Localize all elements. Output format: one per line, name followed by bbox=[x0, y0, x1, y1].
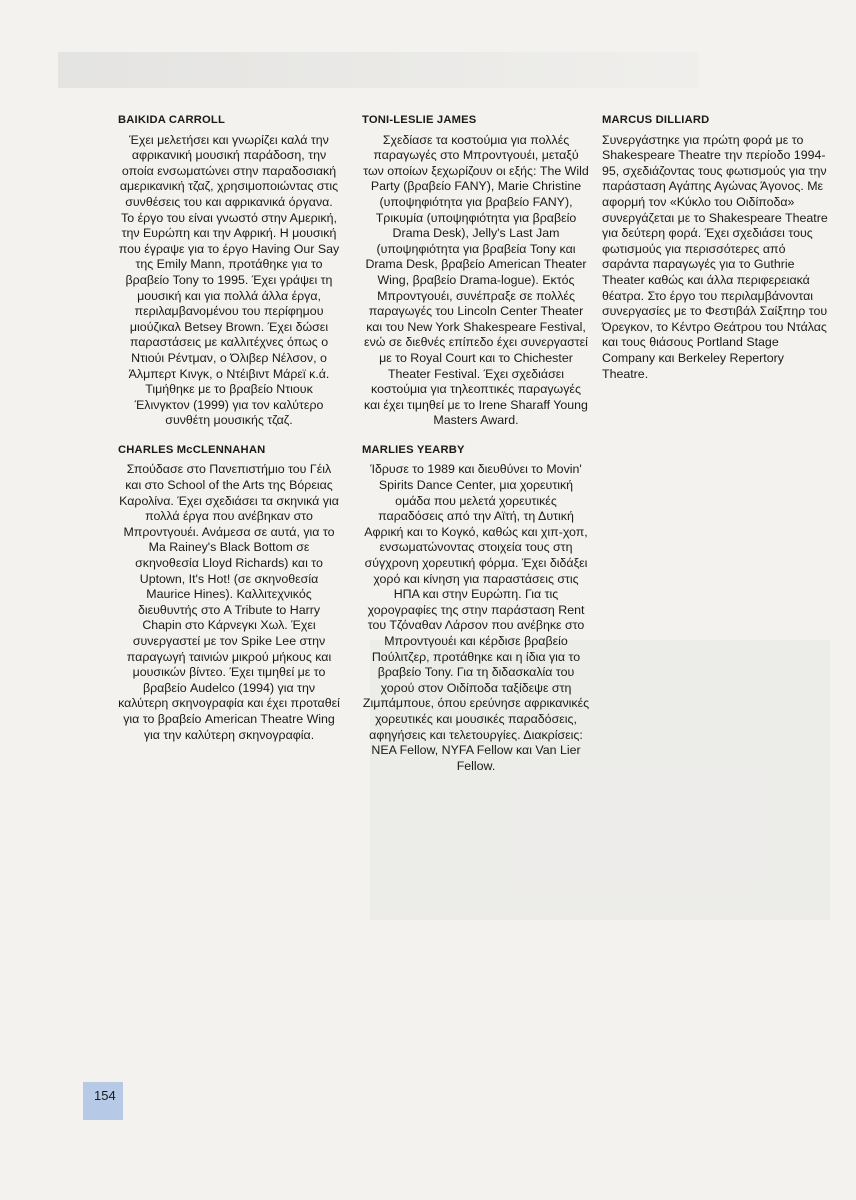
bio-text: Έχει μελετήσει και γνωρίζει καλά την αφρικανική μουσική παράδοση, την οποία ενσωματώνει στην παραδοσιακή αμερικανική τζαζ, χρησιμοποιώντας στις συνθέσεις του και αφρικανικά όργανα. Το έργο του είναι γνωστό στην Αμερική, την Ευρώπη και την Αφρική. Η μουσική που έγραψε για το έργο Having Our Say της Emily Mann, προτάθηκε για το βραβείο Tony το 1995. Έχει γράψει τη μουσική και για πολλά άλλα έργα, περιλαμβανομένου του περίφημου μιούζικαλ Betsey Brown. Έχει δώσει παραστάσεις με καλλιτέχνες όπως ο Ντιούι Ρέντμαν, ο Όλιβερ Νέλσον, ο Άλμπερτ Κινγκ, ο Ντέιβιντ Μάρεϊ κ.ά. Τιμήθηκε με το βραβείο Ντιουκ Έλινγκτον (1999) για τον καλύτερο συνθέτη μουσικής τζαζ. bbox=[118, 132, 340, 428]
page-number: 154 bbox=[94, 1088, 116, 1103]
bio-text: Συνεργάστηκε για πρώτη φορά με το Shakespeare Theatre την περίοδο 1994-95, σχεδιάζοντας τους φωτισμούς για την παράσταση Αγάπης Αγώνας Άγονος. Με αφορμή τον «Κύκλο του Οιδίποδα» συνεργάζεται με το Shakespeare Theatre για δεύτερη φορά. Έχει σχεδιάσει τους φωτισμούς για περισσότερες από σαράντα παραγωγές για το Guthrie Theater καθώς και άλλα περιφερειακά θέατρα. Στο έργο του περιλαμβάνονται συνεργασίες με το Φεστιβάλ Σαίξπηρ του Όρεγκον, το Κέντρο Θεάτρου του Ντάλας και τους θιάσους Portland Stage Company και Berkeley Repertory Theatre. bbox=[602, 132, 828, 381]
bio-toni-leslie-james bbox=[362, 113, 590, 429]
bio-name: CHARLES McCLENNAHAN bbox=[118, 443, 266, 456]
column-2 bbox=[362, 113, 590, 788]
bio-charles-mcclennahan bbox=[118, 443, 340, 743]
bio-text: Σπούδασε στο Πανεπιστήμιο του Γέιλ και στο School of the Arts της Βόρειας Καρολίνα. Έχει σχεδιάσει τα σκηνικά για πολλά έργα που ανέβηκαν στο Μπροντγουέι. Ανάμεσα σε αυτά, για το Ma Rainey's Black Bottom σε σκηνοθεσία Lloyd Richards) και το Uptown, It's Hot! (σε σκηνοθεσία Maurice Hines). Καλλιτεχνικός διευθυντής στο A Tribute to Harry Chapin στο Κάρνεγκι Χωλ. Έχει συνεργαστεί με τον Spike Lee στην παραγωγή ταινιών μικρού μήκους και μουσικών βίντεο. Έχει τιμηθεί με το βραβείο Audelco (1994) για την καλύτερη σκηνογραφία και έχει προταθεί για το βραβείο American Theatre Wing για την καλύτερη σκηνογραφία. bbox=[118, 462, 340, 742]
bio-name: TONI-LESLIE JAMES bbox=[362, 114, 477, 126]
column-3 bbox=[602, 113, 828, 396]
bio-text: Ίδρυσε το 1989 και διευθύνει το Movin' Spirits Dance Center, μια χορευτική ομάδα που μελετά χορευτικές παραδόσεις από την Αϊτή, τη Δυτική Αφρική και το Κογκό, καθώς και χιπ-χοπ, ενσωματώνοντας στοιχεία τους στη σύγχρονη χορευτική φόρμα. Έχει διδάξει χορό και κίνηση για παραστάσεις στις ΗΠΑ και στην Ευρώπη. Για τις χορογραφίες της στην παράσταση Rent του Τζόναθαν Λάρσον που ανέβηκε στο Μπροντγουέι και κέρδισε βραβείο Πούλιτζερ, προτάθηκε και η ίδια για το βραβείο Tony. Για τη διδασκαλία του χορού στον Οιδίποδα ταξίδεψε στη Ζιμπάμπουε, όπου ερεύνησε αφρικανικές χορευτικές και μουσικές παραδόσεις, αφηγήσεις και τελετουργίες. Διακρίσεις: NEA Fellow, NYFA Fellow και Van Lier Fellow. bbox=[362, 462, 590, 773]
bio-name: MARLIES YEARBY bbox=[362, 443, 465, 456]
bio-text: Σχεδίασε τα κοστούμια για πολλές παραγωγές στο Μπροντγουέι, μεταξύ των οποίων ξεχωρίζουν οι εξής: The Wild Party (βραβείο FANY), Marie Christine (υποψηφιότητα για βραβείο FANY), Τρικυμία (υποψηφιότητα για βραβείο Drama Desk), Jelly's Last Jam (υποψηφιότητα για βραβεία Tony και Drama Desk, βραβείο American Theater Wing, βραβείο Drama-logue). Εκτός Μπροντγουέι, συνέπραξε σε πολλές παραγωγές του Lincoln Center Theater και του New York Shakespeare Festival, ενώ σε διεθνές επίπεδο έχει συνεργαστεί με το Royal Court και το Chichester Theater Festival. Έχει σχεδιάσει κοστούμια για τηλεοπτικές παραγωγές και έχει τιμηθεί με το Irene Sharaff Young Masters Award. bbox=[363, 132, 589, 428]
show-through-band bbox=[58, 52, 698, 88]
bio-marlies-yearby bbox=[362, 443, 590, 774]
column-1 bbox=[118, 113, 340, 757]
bio-name: BAIKIDA CARROLL bbox=[118, 114, 225, 126]
bio-baikida-carroll bbox=[118, 113, 340, 429]
bio-name: MARCUS DILLIARD bbox=[602, 114, 710, 126]
bio-marcus-dilliard bbox=[602, 113, 828, 382]
